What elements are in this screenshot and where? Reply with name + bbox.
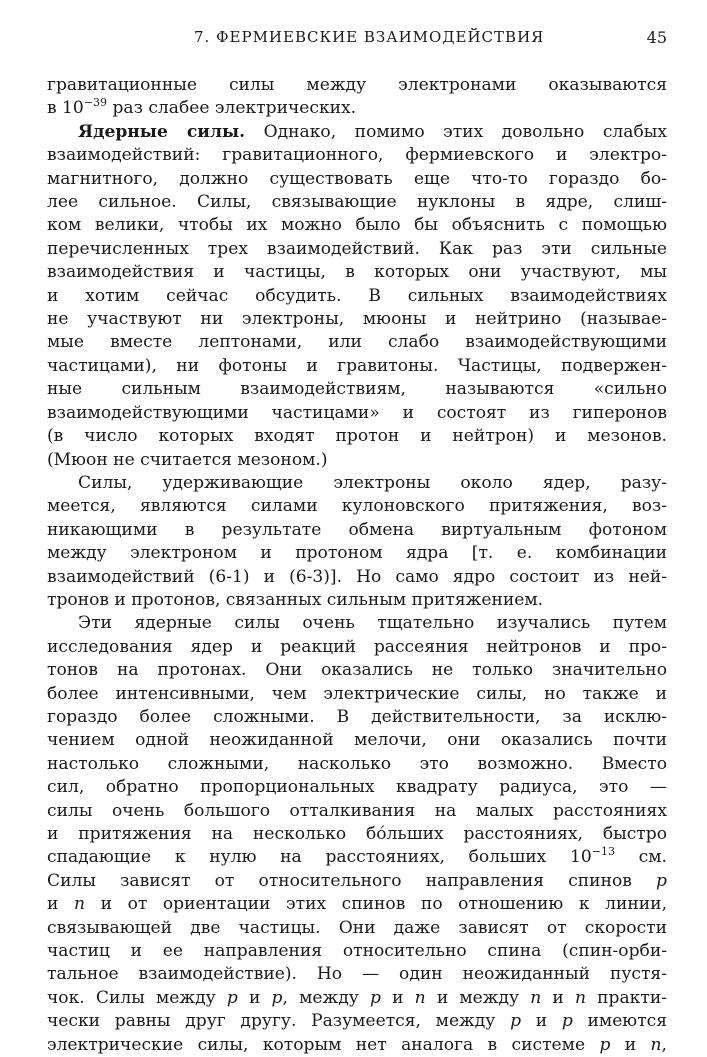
- book-page: [47, 22, 667, 1057]
- text-line: в $10^{-39}$ раз слабее электрических.: [47, 96, 357, 119]
- page-number: 45: [646, 28, 667, 47]
- text-line: гораздо более сложными. В действительности, за исклю-: [47, 706, 667, 727]
- text-line: лее сильное. Силы, связывающие нуклоны в ядре, слиш-: [47, 192, 667, 213]
- text-line: Силы, удерживающие электроны около ядер, разу-: [78, 472, 667, 493]
- running-head: [47, 22, 667, 54]
- running-title: 7. ФЕРМИЕВСКИЕ ВЗАИМОДЕЙСТВИЯ: [194, 28, 545, 46]
- text-line: и хотим сейчас обсудить. В сильных взаимодействиях: [47, 285, 667, 306]
- text-line: ные сильным взаимодействиям, называются «сильно: [47, 379, 667, 400]
- text-line: (в число которых входят протон и нейтрон) и мезонов.: [47, 426, 667, 447]
- text-line: никающими в результате обмена виртуальным фотоном: [47, 519, 667, 540]
- var-p: p: [656, 870, 667, 891]
- text-line: меется, являются силами кулоновского притяжения, воз-: [47, 496, 667, 517]
- text-line: тальное взаимодействие). Но — один неожиданный пустя-: [47, 964, 667, 985]
- text-line: исследования ядер и реакций рассеяния нейтронов и про-: [47, 636, 667, 657]
- text-line: перечисленных трех взаимодействий. Как раз эти сильные: [47, 238, 667, 259]
- text-line: частицами), ни фотоны и гравитоны. Частицы, подвержен-: [47, 355, 667, 376]
- paragraph-1: [47, 74, 667, 121]
- paragraph-3: [47, 472, 667, 612]
- text-line: силы очень большого отталкивания на малых расстояниях: [47, 800, 667, 821]
- text-line: Силы зависят от относительного направления спинов p: [47, 870, 667, 891]
- text-line: чением одной неожиданной мелочи, они оказались почти: [47, 730, 667, 751]
- text-line: магнитного, должно существовать еще что-то гораздо бо-: [47, 168, 667, 189]
- paragraph-2: [47, 121, 667, 472]
- paragraph-4: [47, 612, 667, 1057]
- text-line: взаимодействий: гравитационного, фермиевского и электро-: [47, 145, 667, 166]
- text-line: ком велики, чтобы их можно было бы объяснить с помощью: [47, 215, 667, 236]
- text-line: мые вместе лептонами, или слабо взаимодействующими: [47, 332, 667, 353]
- text-line: тронов и протонов, связанных сильным притяжением.: [47, 589, 544, 610]
- body-text: [47, 74, 667, 1057]
- text-line: между электроном и протоном ядра [т. е. комбинации: [47, 543, 667, 564]
- text-line: Эти ядерные силы очень тщательно изучались путем: [78, 613, 667, 634]
- text-line: сил, обратно пропорциональных квадрату радиуса, это —: [47, 777, 667, 798]
- text-line: взаимодействия и частицы, в которых они участвуют, мы: [47, 262, 667, 283]
- exponent: −39: [83, 96, 108, 110]
- text-line: тонов на протонах. Они оказались не только значительно: [47, 660, 667, 681]
- var-n: n: [74, 894, 86, 915]
- text-line: частиц и ее направления относительно спина (спин-орби-: [47, 941, 667, 962]
- text-line: взаимодействий (6-1) и (6-3)]. Но само ядро состоит из ней-: [47, 566, 667, 587]
- section-heading: Ядерные силы.: [78, 121, 246, 142]
- text-line: взаимодействующими частицами» и состоят из гиперонов: [47, 402, 667, 423]
- text-line: и n и от ориентации этих спинов по отношению к линии,: [47, 894, 668, 915]
- exponent: −13: [591, 845, 615, 859]
- text-line: связывающей две частицы. Они даже зависят от скорости: [47, 917, 667, 938]
- text-line: более интенсивными, чем электрические силы, но также и: [47, 683, 667, 704]
- text-line: и притяжения на несколько бо́льших расстояниях, быстро: [47, 824, 667, 844]
- text-line: чески равны друг другу. Разумеется, между p и p имеются: [47, 1011, 668, 1032]
- text-line: спадающие к нулю на расстояниях, больших $10^{-13}$ см.: [47, 845, 667, 868]
- text-line: Ядерные силы. Однако, помимо этих довольно слабых: [78, 121, 668, 142]
- text-line: гравитационные силы между электронами оказываются: [47, 75, 667, 95]
- text-line: электрические силы, которым нет аналога в системе p и n,: [47, 1034, 667, 1055]
- text-line: чок. Силы между p и p, между p и n и между n и n практи-: [47, 987, 667, 1008]
- text-line: настолько сложными, насколько это возможно. Вместо: [47, 753, 667, 774]
- text-line: (Мюон не считается мезоном.): [47, 449, 328, 470]
- text-line: не участвуют ни электроны, мюоны и нейтрино (называе-: [47, 309, 667, 330]
